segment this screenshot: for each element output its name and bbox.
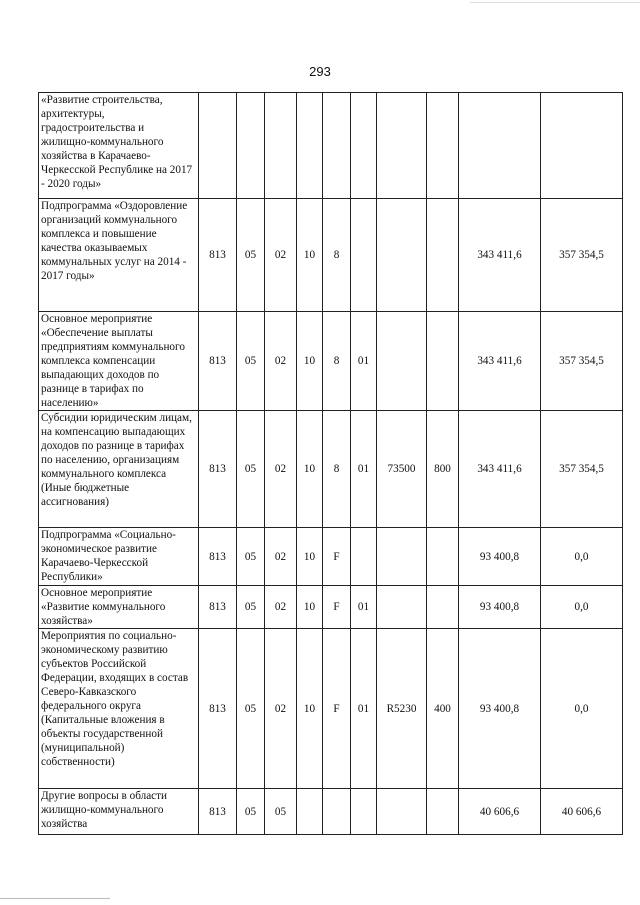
section-code: 05 bbox=[237, 199, 265, 312]
row-name: Другие вопросы в области жилищно-коммунального хозяйства bbox=[39, 789, 199, 835]
expense-code bbox=[377, 312, 427, 411]
admin-code: 813 bbox=[199, 586, 237, 629]
expense-code: R5230 bbox=[377, 629, 427, 789]
admin-code: 813 bbox=[199, 789, 237, 835]
amount-year-1: 343 411,6 bbox=[459, 411, 541, 528]
amount-year-1: 93 400,8 bbox=[459, 586, 541, 629]
page-number: 293 bbox=[309, 64, 331, 79]
expense-code bbox=[377, 199, 427, 312]
expense-type-code bbox=[427, 789, 459, 835]
subprogram-code: 8 bbox=[323, 312, 351, 411]
direction-code bbox=[351, 199, 377, 312]
section-code bbox=[237, 93, 265, 199]
program-code: 10 bbox=[297, 629, 323, 789]
subsection-code: 05 bbox=[265, 789, 297, 835]
admin-code: 813 bbox=[199, 629, 237, 789]
subsection-code: 02 bbox=[265, 411, 297, 528]
subprogram-code bbox=[323, 93, 351, 199]
amount-year-1 bbox=[459, 93, 541, 199]
footer-rule bbox=[0, 898, 110, 899]
section-code: 05 bbox=[237, 789, 265, 835]
amount-year-2: 0,0 bbox=[541, 629, 623, 789]
direction-code: 01 bbox=[351, 586, 377, 629]
row-name: Мероприятия по социально-экономическому развитию субъектов Российской Федерации, входящих в состав Северо-Кавказского федерального округа (Капитальные вложения в объекты государственной (муниципальной) собственности) bbox=[39, 629, 199, 789]
subsection-code: 02 bbox=[265, 199, 297, 312]
amount-year-2: 0,0 bbox=[541, 586, 623, 629]
expense-type-code bbox=[427, 199, 459, 312]
amount-year-2: 357 354,5 bbox=[541, 411, 623, 528]
expense-type-code: 400 bbox=[427, 629, 459, 789]
table-row bbox=[39, 789, 623, 835]
amount-year-1: 343 411,6 bbox=[459, 199, 541, 312]
amount-year-1: 343 411,6 bbox=[459, 312, 541, 411]
table-row bbox=[39, 199, 623, 312]
admin-code: 813 bbox=[199, 528, 237, 586]
expense-type-code bbox=[427, 586, 459, 629]
admin-code: 813 bbox=[199, 199, 237, 312]
expense-type-code bbox=[427, 528, 459, 586]
subprogram-code: 8 bbox=[323, 199, 351, 312]
expense-type-code bbox=[427, 312, 459, 411]
section-code: 05 bbox=[237, 528, 265, 586]
expense-type-code: 800 bbox=[427, 411, 459, 528]
table-row bbox=[39, 586, 623, 629]
row-name: Подпрограмма «Оздоровление организаций коммунального комплекса и повышение качества оказываемых коммунальных услуг на 2014 - 2017 годы» bbox=[39, 199, 199, 312]
table-row bbox=[39, 312, 623, 411]
subsection-code: 02 bbox=[265, 528, 297, 586]
amount-year-2: 40 606,6 bbox=[541, 789, 623, 835]
program-code bbox=[297, 93, 323, 199]
expense-code bbox=[377, 586, 427, 629]
section-code: 05 bbox=[237, 312, 265, 411]
subprogram-code: F bbox=[323, 586, 351, 629]
program-code: 10 bbox=[297, 199, 323, 312]
direction-code: 01 bbox=[351, 312, 377, 411]
table-body bbox=[39, 93, 623, 835]
expense-code bbox=[377, 528, 427, 586]
subsection-code: 02 bbox=[265, 629, 297, 789]
row-name: Основное мероприятие «Обеспечение выплаты предприятиям коммунального комплекса компенсации выпадающих доходов по разнице в тарифах по населению» bbox=[39, 312, 199, 411]
direction-code bbox=[351, 93, 377, 199]
table-row bbox=[39, 528, 623, 586]
row-name: Основное мероприятие «Развитие коммунального хозяйства» bbox=[39, 586, 199, 629]
subsection-code: 02 bbox=[265, 586, 297, 629]
expense-type-code bbox=[427, 93, 459, 199]
section-code: 05 bbox=[237, 411, 265, 528]
table-row bbox=[39, 93, 623, 199]
subsection-code: 02 bbox=[265, 312, 297, 411]
amount-year-1: 40 606,6 bbox=[459, 789, 541, 835]
budget-table bbox=[38, 92, 623, 835]
subprogram-code: F bbox=[323, 629, 351, 789]
program-code: 10 bbox=[297, 411, 323, 528]
table-row bbox=[39, 411, 623, 528]
subsection-code bbox=[265, 93, 297, 199]
section-code: 05 bbox=[237, 586, 265, 629]
direction-code bbox=[351, 789, 377, 835]
admin-code: 813 bbox=[199, 411, 237, 528]
amount-year-2 bbox=[541, 93, 623, 199]
subprogram-code: F bbox=[323, 528, 351, 586]
program-code: 10 bbox=[297, 586, 323, 629]
expense-code: 73500 bbox=[377, 411, 427, 528]
direction-code: 01 bbox=[351, 411, 377, 528]
section-code: 05 bbox=[237, 629, 265, 789]
program-code: 10 bbox=[297, 528, 323, 586]
row-name: Подпрограмма «Социально-экономическое развитие Карачаево-Черкесской Республики» bbox=[39, 528, 199, 586]
direction-code bbox=[351, 528, 377, 586]
program-code bbox=[297, 789, 323, 835]
direction-code: 01 bbox=[351, 629, 377, 789]
admin-code: 813 bbox=[199, 312, 237, 411]
amount-year-1: 93 400,8 bbox=[459, 629, 541, 789]
header-rule bbox=[470, 2, 640, 3]
amount-year-1: 93 400,8 bbox=[459, 528, 541, 586]
expense-code bbox=[377, 789, 427, 835]
table-row bbox=[39, 629, 623, 789]
amount-year-2: 0,0 bbox=[541, 528, 623, 586]
expense-code bbox=[377, 93, 427, 199]
subprogram-code bbox=[323, 789, 351, 835]
admin-code bbox=[199, 93, 237, 199]
amount-year-2: 357 354,5 bbox=[541, 199, 623, 312]
row-name: «Развитие строительства, архитектуры, градостроительства и жилищно-коммунального хозяйства в Карачаево-Черкесской Республике на 2017 - 2020 годы» bbox=[39, 93, 199, 199]
program-code: 10 bbox=[297, 312, 323, 411]
amount-year-2: 357 354,5 bbox=[541, 312, 623, 411]
row-name: Субсидии юридическим лицам, на компенсацию выпадающих доходов по разнице в тарифах по населению, организациям коммунального комплекса (Иные бюджетные ассигнования) bbox=[39, 411, 199, 528]
subprogram-code: 8 bbox=[323, 411, 351, 528]
